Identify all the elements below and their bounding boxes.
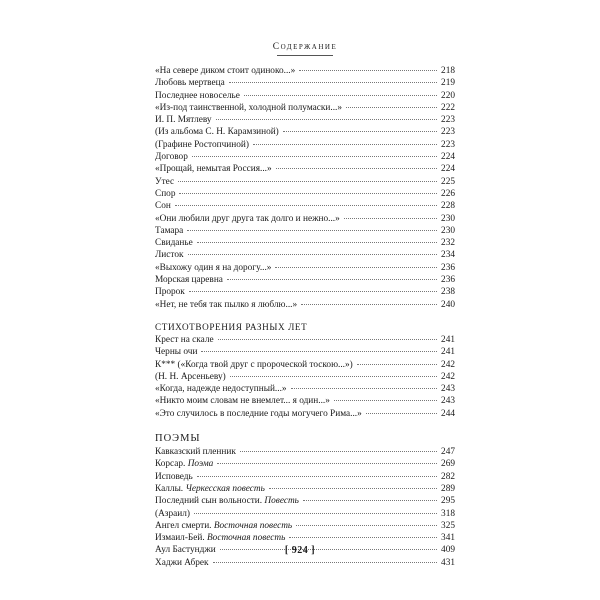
dot-leader (217, 463, 437, 464)
toc-entry (155, 557, 455, 569)
toc-entry-page-number: 224 (441, 152, 455, 163)
dot-leader (289, 537, 437, 538)
dot-leader (201, 351, 437, 352)
dot-leader (334, 400, 437, 401)
dot-leader (227, 279, 437, 280)
toc-entry-title-text: «На севере диком стоит одиноко...» (155, 66, 296, 76)
toc-entry-title-text: (Н. Н. Арсеньеву) (155, 371, 226, 382)
toc-entry-title-text: Исповедь (155, 471, 193, 482)
toc-entry-title (155, 176, 176, 188)
toc-entry-page-number: 295 (441, 496, 455, 507)
dot-leader (197, 242, 437, 243)
toc-entry-title-text: Черны очи (155, 347, 198, 358)
toc-entry-title-text: Пророк (155, 287, 185, 298)
toc-entry-page-number: 230 (441, 213, 455, 224)
dot-leader (192, 156, 437, 157)
toc-entry (155, 114, 455, 126)
toc-entry-page-number: 242 (441, 359, 455, 370)
toc-entry (155, 65, 455, 77)
dot-leader (244, 95, 437, 96)
toc-section-2 (155, 321, 455, 420)
toc-entry-title (155, 114, 214, 126)
toc-entry-title-text: (Графине Ростопчиной) (155, 139, 249, 150)
toc-entry-title-text: Каллы. (155, 483, 186, 494)
toc-entry-title (155, 163, 274, 175)
toc-entry-page-number: 223 (441, 139, 455, 150)
running-header (155, 40, 455, 54)
dot-leader (344, 218, 437, 219)
toc-entry-title (155, 188, 177, 200)
toc-entry (155, 249, 455, 261)
toc-entry-title (155, 471, 195, 483)
toc-page (155, 40, 455, 569)
toc-entry-title (155, 458, 215, 470)
dot-leader (275, 267, 437, 268)
toc-entry-title (155, 408, 364, 420)
toc-entry-title (155, 102, 344, 114)
toc-entry-title (155, 262, 273, 274)
toc-entry (155, 286, 455, 298)
toc-entry-title-text: Последнее новоселье (155, 90, 240, 101)
dot-leader (178, 181, 437, 182)
toc-entry-title (155, 286, 187, 298)
toc-entry-title-text: Крест на скале (155, 334, 214, 345)
toc-entry (155, 359, 455, 371)
running-header-title: Содержание (272, 42, 338, 52)
toc-entry-title-text: «Из-под таинственной, холодной полумаски...» (155, 102, 343, 113)
toc-entry-page-number: 243 (441, 396, 455, 407)
toc-entry (155, 471, 455, 483)
toc-entry-title (155, 395, 332, 407)
toc-entry-title (155, 557, 211, 569)
toc-entry-title (155, 77, 227, 89)
dot-leader (240, 451, 437, 452)
dot-leader (276, 168, 437, 169)
toc-entry-title (155, 237, 195, 249)
toc-entry-subtitle: Поэма (187, 459, 214, 470)
toc-entry-page-number: 431 (441, 557, 455, 568)
toc-entry (155, 126, 455, 138)
toc-entry (155, 188, 455, 200)
toc-entry-page-number: 219 (441, 78, 455, 89)
toc-entry-page-number: 234 (441, 250, 455, 261)
toc-entry (155, 176, 455, 188)
toc-entry (155, 408, 455, 420)
toc-entry (155, 262, 455, 274)
dot-leader (197, 476, 437, 477)
dot-leader (366, 413, 437, 414)
toc-entry-title-text: «Когда, надежде недоступный...» (155, 384, 287, 395)
dot-leader (179, 193, 437, 194)
toc-entry-title (155, 520, 294, 532)
toc-entry (155, 458, 455, 470)
toc-entry-page-number: 236 (441, 262, 455, 273)
toc-entry-subtitle: Черкесская повесть (185, 483, 265, 494)
toc-entry-title-text: Любовь мертвеца (155, 78, 225, 89)
toc-entry-title (155, 483, 267, 495)
dot-leader (357, 364, 437, 365)
toc-entry-title (155, 446, 238, 458)
toc-entry (155, 383, 455, 395)
toc-entry (155, 163, 455, 175)
toc-entry-title-text: «Никто моим словам не внемлет... я один...» (155, 396, 330, 407)
toc-entry-title-text: Тамара (155, 225, 184, 236)
toc-entry-title (155, 65, 297, 77)
toc-entry (155, 139, 455, 151)
toc-entry-title-text: И. П. Мятлеву (155, 115, 212, 126)
toc-entry-page-number: 247 (441, 447, 455, 458)
toc-entry-page-number: 244 (441, 408, 455, 419)
toc-entry-page-number: 269 (441, 459, 455, 470)
toc-entry (155, 237, 455, 249)
dot-leader (253, 144, 437, 145)
toc-entry-title-text: «Нет, не тебя так пылко я люблю...» (155, 299, 298, 310)
toc-entry-page-number: 223 (441, 127, 455, 138)
toc-entry-title (155, 225, 185, 237)
toc-entry-title (155, 334, 216, 346)
dot-leader (269, 488, 437, 489)
toc-entry-page-number: 224 (441, 164, 455, 175)
toc-entry-title (155, 200, 173, 212)
dot-leader (291, 388, 437, 389)
toc-entry (155, 213, 455, 225)
toc-entry (155, 102, 455, 114)
toc-entry-title-text: Свиданье (155, 238, 193, 249)
toc-entry-page-number: 230 (441, 225, 455, 236)
toc-entry-page-number: 282 (441, 471, 455, 482)
toc-entry (155, 200, 455, 212)
dot-leader (229, 82, 437, 83)
toc-entry-title-text: Листок (155, 250, 184, 261)
toc-entry-title (155, 495, 301, 507)
toc-entry-title (155, 139, 251, 151)
toc-entry-subtitle: Восточная повесть (207, 533, 286, 544)
toc-entry-page-number: 222 (441, 102, 455, 113)
section-heading-poems-various-years: СТИХОТВОРЕНИЯ РАЗНЫХ ЛЕТ (155, 321, 308, 332)
dot-leader (189, 291, 437, 292)
toc-entry-page-number: 238 (441, 287, 455, 298)
toc-entry (155, 446, 455, 458)
toc-entry-page-number: 318 (441, 508, 455, 519)
toc-entry-page-number: 223 (441, 115, 455, 126)
toc-entry-title (155, 383, 289, 395)
toc-entry-title-text: К*** («Когда твой друг с пророческой тоскою...») (155, 359, 353, 370)
toc-entry-title-text: Последний сын вольности. (155, 496, 265, 507)
toc-entry (155, 495, 455, 507)
dot-leader (216, 119, 437, 120)
toc-entry (155, 225, 455, 237)
dot-leader (230, 376, 437, 377)
toc-entry-title-text: «Выхожу один я на дорогу...» (155, 262, 272, 273)
toc-entry (155, 151, 455, 163)
toc-entry-subtitle: Восточная повесть (213, 520, 293, 531)
dot-leader (301, 304, 437, 305)
toc-entry-page-number: 325 (441, 520, 455, 531)
dot-leader (187, 230, 437, 231)
toc-entry-title-text: Кавказский пленник (155, 447, 236, 458)
toc-entry-title (155, 371, 228, 383)
toc-entry-title (155, 346, 199, 358)
toc-entry-title-text: Ангел смерти. (155, 520, 214, 531)
toc-entry-title (155, 249, 186, 261)
toc-entry-title-text: Морская царевна (155, 275, 223, 286)
toc-entry-title-text: Корсар. (155, 459, 188, 470)
dot-leader (188, 254, 437, 255)
toc-entry (155, 346, 455, 358)
toc-entry-page-number: 232 (441, 238, 455, 249)
dot-leader (299, 70, 437, 71)
toc-entry-page-number: 289 (441, 483, 455, 494)
toc-entry-page-number: 218 (441, 66, 455, 76)
toc-entry-page-number: 228 (441, 201, 455, 212)
toc-entry-title-text: (Азраил) (155, 508, 190, 519)
toc-entry-subtitle: Повесть (264, 496, 299, 507)
toc-entry (155, 532, 455, 544)
toc-entry (155, 77, 455, 89)
toc-entry-page-number: 225 (441, 176, 455, 187)
toc-entry-title-text: Хаджи Абрек (155, 557, 209, 568)
toc-entry-title (155, 299, 299, 311)
toc-entry (155, 371, 455, 383)
toc-entry-title-text: Сон (155, 201, 171, 212)
toc-entry-page-number: 226 (441, 188, 455, 199)
dot-leader (303, 500, 437, 501)
toc-entry-title-text: «Они любили друг друга так долго и нежно...» (155, 213, 340, 224)
toc-entry-page-number: 220 (441, 90, 455, 101)
dot-leader (346, 107, 437, 108)
toc-entry-title (155, 532, 287, 544)
toc-entry-title (155, 274, 225, 286)
toc-entry-page-number: 241 (441, 347, 455, 358)
header-rule (277, 55, 333, 56)
toc-entry-title-text: Спор (155, 188, 176, 199)
toc-entry-page-number: 242 (441, 371, 455, 382)
toc-entry-title-text: Договор (155, 152, 188, 163)
toc-entry-page-number: 236 (441, 275, 455, 286)
toc-entry-title-text: Измаил-Бей. (155, 533, 207, 544)
toc-entry-title-text: Аул Бастунджи (155, 545, 216, 556)
toc-entry (155, 299, 455, 311)
toc-entry-title-text: «Это случилось в последние годы могучего Рима...» (155, 408, 362, 419)
toc-entry-page-number: 241 (441, 334, 455, 345)
toc-entry (155, 90, 455, 102)
toc-entry (155, 395, 455, 407)
dot-leader (283, 131, 437, 132)
toc-entry-title (155, 213, 342, 225)
toc-entry-title-text: «Прощай, немытая Россия...» (155, 164, 272, 175)
toc-entry (155, 483, 455, 495)
toc-entry-title (155, 359, 355, 371)
toc-entry (155, 334, 455, 346)
toc-entry-page-number: 409 (441, 545, 455, 556)
dot-leader (194, 513, 437, 514)
toc-entry (155, 274, 455, 286)
dot-leader (296, 525, 437, 526)
toc-entry-title-text: (Из альбома С. Н. Карамзиной) (155, 127, 279, 138)
dot-leader (218, 339, 437, 340)
toc-entry-page-number: 341 (441, 533, 455, 544)
toc-entry-page-number: 240 (441, 299, 455, 310)
dot-leader (175, 205, 437, 206)
toc-entry-title-text: Утес (155, 176, 175, 187)
toc-entry (155, 508, 455, 520)
toc-entry (155, 520, 455, 532)
toc-entry-title (155, 508, 192, 520)
toc-section-1 (155, 65, 455, 311)
toc-entry-title (155, 126, 281, 138)
toc-entry-title (155, 90, 242, 102)
toc-entry-title (155, 151, 190, 163)
section-heading-long-poems: ПОЭМЫ (155, 433, 201, 445)
toc-entry-page-number: 243 (441, 384, 455, 395)
dot-leader (213, 562, 437, 563)
page-number-folio: [ 924 ] (284, 545, 316, 556)
